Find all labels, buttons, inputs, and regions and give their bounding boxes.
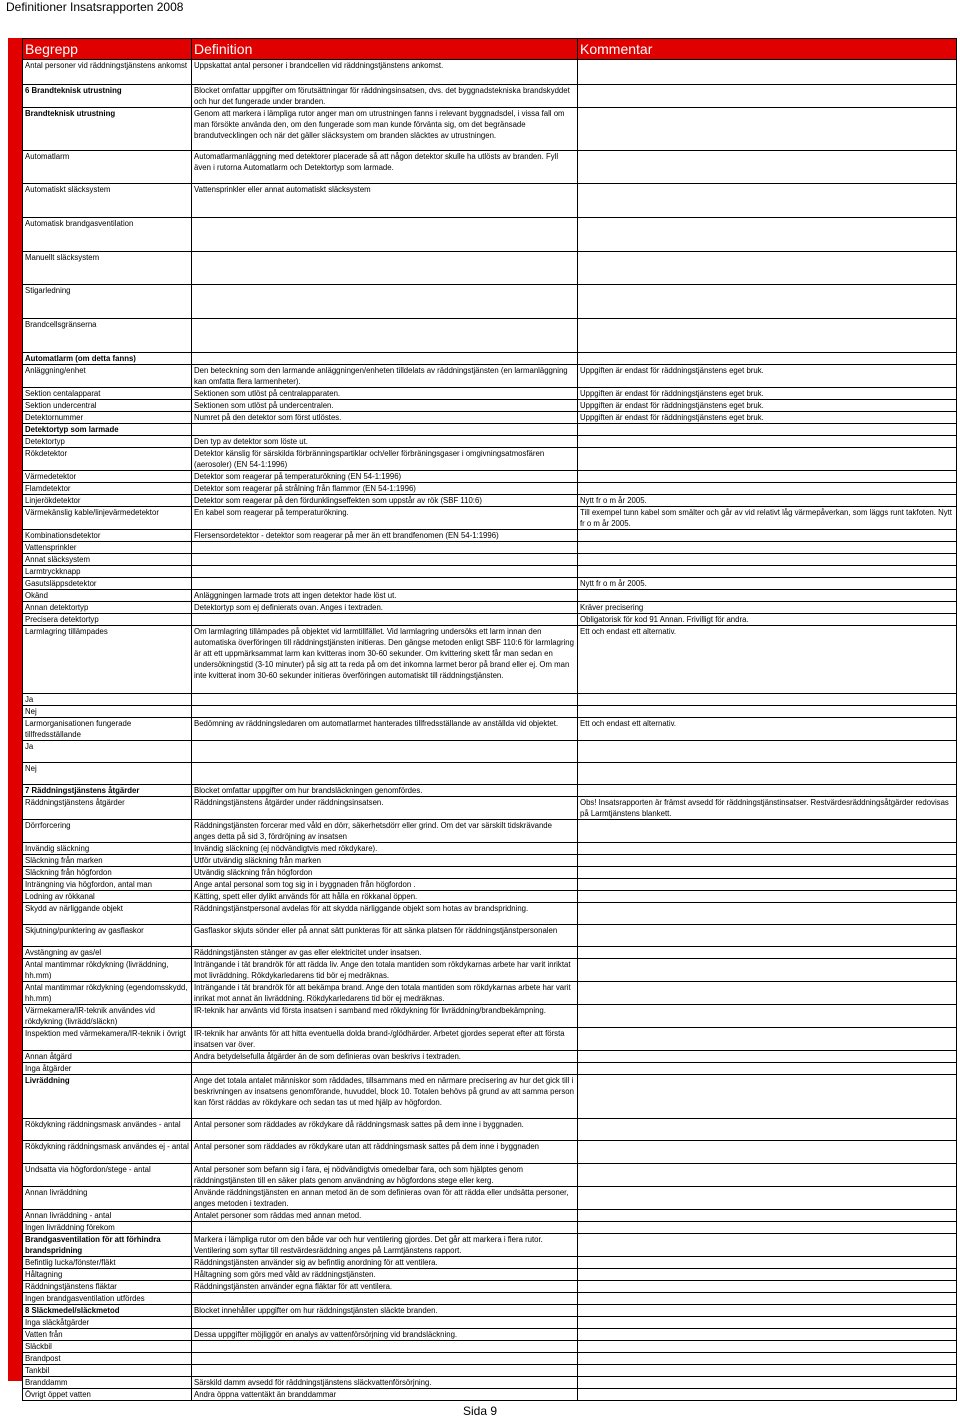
term-cell: Släckning från marken <box>23 855 192 867</box>
definition-cell: Andra betydelsefulla åtgärder än de som definieras ovan beskrivs i textraden. <box>192 1051 578 1063</box>
table-row <box>23 566 957 578</box>
term-cell: Ingen livräddning förekom <box>23 1222 192 1234</box>
comment-cell <box>578 1293 957 1305</box>
comment-cell <box>578 151 957 184</box>
table-row <box>23 412 957 424</box>
definition-cell: IR-teknik har använts för att hitta eventuella dolda brand-/glödhärder. Arbetet gjordes seperat efter att första insatsen var över. <box>192 1028 578 1051</box>
term-cell: Rökdykning räddningsmask användes - antal <box>23 1119 192 1141</box>
comment-cell: Kräver precisering <box>578 602 957 614</box>
definition-cell: Räddningstjänsten använder egna fläktar för att ventilera. <box>192 1281 578 1293</box>
comment-cell <box>578 947 957 959</box>
definition-cell: Den beteckning som den larmande anläggningen/enheten tilldelats av räddningstjänsten (en larmanläggning kan omfatta flera larmenheter). <box>192 365 578 388</box>
comment-cell <box>578 1257 957 1269</box>
table-row <box>23 1329 957 1341</box>
term-cell: Annan livräddning <box>23 1187 192 1210</box>
comment-cell <box>578 694 957 706</box>
comment-cell <box>578 925 957 947</box>
table-row <box>23 879 957 891</box>
term-cell: Automatiskt släcksystem <box>23 184 192 218</box>
table-row <box>23 843 957 855</box>
term-cell: Brandgasventilation för att förhindra brandspridning <box>23 1234 192 1257</box>
definition-cell: Antal personer som räddades av rökdykare då räddningsmask sattes på dem inne i byggnaden. <box>192 1119 578 1141</box>
header-begrepp: Begrepp <box>23 39 192 60</box>
term-cell: Branddamm <box>23 1377 192 1389</box>
table-row <box>23 1075 957 1119</box>
definition-cell: Antal personer som befann sig i fara, ej nödvändigtvis omedelbar fara, och som hjälptes genom räddningstjänsten till en säker plats genom användning av högfordons stege eller kerg. <box>192 1164 578 1187</box>
table-row <box>23 1389 957 1401</box>
table-row <box>23 319 957 353</box>
comment-cell <box>578 1377 957 1389</box>
definition-cell: Håltagning som görs med våld av räddningstjänsten. <box>192 1269 578 1281</box>
term-cell: Tankbil <box>23 1365 192 1377</box>
definition-cell <box>192 1341 578 1353</box>
table-row <box>23 1293 957 1305</box>
definition-cell: Antal personer som räddades av rökdykare utan att räddningsmask sattes på dem inne i byggnaden <box>192 1141 578 1164</box>
term-cell: Vatten från <box>23 1329 192 1341</box>
comment-cell <box>578 353 957 365</box>
comment-cell <box>578 285 957 319</box>
definition-cell <box>192 1353 578 1365</box>
comment-cell <box>578 319 957 353</box>
table-body <box>23 60 957 1401</box>
table-row <box>23 1063 957 1075</box>
term-cell: 8 Släckmedel/släckmetod <box>23 1305 192 1317</box>
table-row <box>23 507 957 530</box>
comment-cell: Uppgiften är endast för räddningstjänstens eget bruk. <box>578 412 957 424</box>
definition-cell: Blocket innehåller uppgifter om hur räddningstjänsten släckte branden. <box>192 1305 578 1317</box>
definition-cell <box>192 1317 578 1329</box>
definition-cell <box>192 1293 578 1305</box>
table-row <box>23 1210 957 1222</box>
term-cell: 6 Brandteknisk utrustning <box>23 85 192 108</box>
comment-cell <box>578 1353 957 1365</box>
term-cell: Brandteknisk utrustning <box>23 108 192 151</box>
table-row <box>23 820 957 843</box>
comment-cell <box>578 1051 957 1063</box>
term-cell: Flamdetektor <box>23 483 192 495</box>
table-row <box>23 424 957 436</box>
comment-cell <box>578 1222 957 1234</box>
table-row <box>23 542 957 554</box>
definition-cell: En kabel som reagerar på temperaturökning. <box>192 507 578 530</box>
comment-cell <box>578 1075 957 1119</box>
definition-cell <box>192 566 578 578</box>
definition-cell <box>192 694 578 706</box>
definition-cell: Invändig släckning (ej nödvändigtvis med rökdykare). <box>192 843 578 855</box>
table-row <box>23 554 957 566</box>
definition-cell <box>192 1222 578 1234</box>
definition-cell: Utför utvändig släckning från marken <box>192 855 578 867</box>
table-row <box>23 1119 957 1141</box>
table-row <box>23 1234 957 1257</box>
definition-cell: Gasflaskor skjuts sönder eller på annat sätt punkteras för att sänka platsen för räddningstjänstpersonalen <box>192 925 578 947</box>
header-kommentar: Kommentar <box>578 39 957 60</box>
comment-cell <box>578 530 957 542</box>
table-row <box>23 218 957 252</box>
page-number: Sida 9 <box>462 1404 498 1418</box>
definition-cell: Sektionen som utlöst på centralapparaten. <box>192 388 578 400</box>
term-cell: Nej <box>23 706 192 718</box>
table-row <box>23 1187 957 1210</box>
table-row <box>23 1269 957 1281</box>
header-definition: Definition <box>192 39 578 60</box>
table-row <box>23 1305 957 1317</box>
term-cell: Lodning av rökkanal <box>23 891 192 903</box>
term-cell: Stigarledning <box>23 285 192 319</box>
definition-cell: Räddningstjänstens åtgärder under räddningsinsatsen. <box>192 797 578 820</box>
table-row <box>23 471 957 483</box>
definition-cell: Uppskattat antal personer i brandcellen vid räddningstjänstens ankomst. <box>192 60 578 85</box>
term-cell: Ingen brandgasventilation utfördes <box>23 1293 192 1305</box>
table-row <box>23 353 957 365</box>
definition-cell: Detektor känslig för särskilda förbränningspartiklar och/eller förbräningsgaser i omgivningsatmosfären (aerosoler) (EN 54-1:1996) <box>192 448 578 471</box>
definition-cell: Inträngande i tät brandrök för att rädda liv. Ange den totala mantiden som rökdykarnas arbete har varit inriktat mot livräddning. Rökdykarledarens tid bör ej medräknas. <box>192 959 578 982</box>
term-cell: Detektortyp som larmade <box>23 424 192 436</box>
table-row <box>23 1281 957 1293</box>
table-row <box>23 530 957 542</box>
definition-cell: Den typ av detektor som löste ut. <box>192 436 578 448</box>
term-cell: Räddningstjänstens fläktar <box>23 1281 192 1293</box>
table-row <box>23 855 957 867</box>
definition-cell: Ange det totala antalet människor som räddades, tillsammans med en närmare precisering av hur det gick till i beskrivningen av insatsens genomförande, huvuddel, block 10. Totalen behövs på grund av att samma person kan först räddas av rökdykare och sedan tas ut med hjälp av högfordon. <box>192 1075 578 1119</box>
term-cell: Undsatta via högfordon/stege - antal <box>23 1164 192 1187</box>
definition-cell <box>192 252 578 285</box>
table-row <box>23 388 957 400</box>
definition-cell: Kätting, spett eller dylikt används för att hålla en rökkanal öppen. <box>192 891 578 903</box>
term-cell: Automatisk brandgasventilation <box>23 218 192 252</box>
term-cell: Larmtryckknapp <box>23 566 192 578</box>
comment-cell <box>578 1028 957 1051</box>
term-cell: Brandcellsgränserna <box>23 319 192 353</box>
term-cell: Sektion centalapparat <box>23 388 192 400</box>
comment-cell <box>578 1234 957 1257</box>
table-row <box>23 891 957 903</box>
table-row <box>23 694 957 706</box>
term-cell: Rökdetektor <box>23 448 192 471</box>
term-cell: Övrigt öppet vatten <box>23 1389 192 1401</box>
term-cell: Anläggning/enhet <box>23 365 192 388</box>
term-cell: Rökdykning räddningsmask användes ej - antal <box>23 1141 192 1164</box>
comment-cell <box>578 903 957 925</box>
comment-cell <box>578 554 957 566</box>
term-cell: 7 Räddningstjänstens åtgärder <box>23 785 192 797</box>
comment-cell <box>578 436 957 448</box>
term-cell: Inspektion med värmekamera/IR-teknik i övrigt <box>23 1028 192 1051</box>
definition-cell: IR-teknik har använts vid första insatsen i samband med rökdykning för livräddning/brandbekämpning. <box>192 1005 578 1028</box>
definition-cell: Automatlarmanläggning med detektorer placerade så att någon detektor skulle ha utlösts av branden. Fyll även i rutorna Automatlarm och Detektortyp som larmade. <box>192 151 578 184</box>
definition-cell: Detektor som reagerar på temperaturökning (EN 54-1:1996) <box>192 471 578 483</box>
term-cell: Antal mantimmar rökdykning (egendomsskydd, hh.mm) <box>23 982 192 1005</box>
table-row <box>23 602 957 614</box>
definition-cell <box>192 424 578 436</box>
table-row <box>23 785 957 797</box>
table-row <box>23 1141 957 1164</box>
term-cell: Automatlarm (om detta fanns) <box>23 353 192 365</box>
table-row <box>23 108 957 151</box>
table-row <box>23 578 957 590</box>
table-row <box>23 614 957 626</box>
comment-cell: Obs! Insatsrapporten är främst avsedd för räddningstjänstinsatser. Restvärdesräddningsåtgärder redovisas på Larmtjänstens blankett. <box>578 797 957 820</box>
term-cell: Annan åtgärd <box>23 1051 192 1063</box>
comment-cell <box>578 184 957 218</box>
definition-cell: Räddningstjänstpersonal avdelas för att skydda närliggande objekt som hotas av brandspridning. <box>192 903 578 925</box>
term-cell: Vattensprinkler <box>23 542 192 554</box>
comment-cell <box>578 60 957 85</box>
comment-cell <box>578 566 957 578</box>
comment-cell <box>578 706 957 718</box>
definition-cell <box>192 542 578 554</box>
definition-cell: Ange antal personal som tog sig in i byggnaden från högfordon . <box>192 879 578 891</box>
comment-cell <box>578 542 957 554</box>
comment-cell: Nytt fr o m år 2005. <box>578 578 957 590</box>
comment-cell <box>578 879 957 891</box>
table-row <box>23 982 957 1005</box>
table-row <box>23 60 957 85</box>
comment-cell: Uppgiften är endast för räddningstjänstens eget bruk. <box>578 388 957 400</box>
definition-cell: Sektionen som utlöst på undercentralen. <box>192 400 578 412</box>
term-cell: Brandpost <box>23 1353 192 1365</box>
definition-cell <box>192 578 578 590</box>
table-row <box>23 797 957 820</box>
definition-cell: Räddningstjänsten stänger av gas eller elektricitet under insatsen. <box>192 947 578 959</box>
definition-cell: Utvändig släckning från högfordon <box>192 867 578 879</box>
comment-cell <box>578 959 957 982</box>
table-row <box>23 959 957 982</box>
table-row <box>23 365 957 388</box>
term-cell: Inträngning via högfordon, antal man <box>23 879 192 891</box>
definition-cell: Använde räddningstjänsten en annan metod än de som definieras ovan för att rädda eller undsätta personer, anges metoden i textraden. <box>192 1187 578 1210</box>
comment-cell <box>578 590 957 602</box>
definition-cell <box>192 218 578 252</box>
comment-cell <box>578 1164 957 1187</box>
definition-cell: Vattensprinkler eller annat automatiskt släcksystem <box>192 184 578 218</box>
table-row <box>23 448 957 471</box>
table-row <box>23 252 957 285</box>
term-cell: Räddningstjänstens åtgärder <box>23 797 192 820</box>
table-row <box>23 495 957 507</box>
comment-cell: Till exempel tunn kabel som smälter och går av vid relativt låg värmepåverkan, som läggs runt takfoten. Nytt fr o m år 2005. <box>578 507 957 530</box>
term-cell: Inga släckåtgärder <box>23 1317 192 1329</box>
term-cell: Linjerökdetektor <box>23 495 192 507</box>
table-row <box>23 436 957 448</box>
term-cell: Ja <box>23 694 192 706</box>
table-row <box>23 741 957 763</box>
table-row <box>23 1005 957 1028</box>
definition-cell: Antalet personer som räddas med annan metod. <box>192 1210 578 1222</box>
table-row <box>23 706 957 718</box>
table-row <box>23 1051 957 1063</box>
comment-cell <box>578 424 957 436</box>
comment-cell: Ett och endast ett alternativ. <box>578 718 957 741</box>
definition-cell: Bedömning av räddningsledaren om automatlarmet hanterades tillfredsställande av anställda vid objektet. <box>192 718 578 741</box>
red-margin-bar <box>8 38 22 1381</box>
comment-cell <box>578 1281 957 1293</box>
table-row <box>23 626 957 694</box>
term-cell: Släckning från högfordon <box>23 867 192 879</box>
definition-cell: Flersensordetektor - detektor som reagerar på mer än ett brandfenomen (EN 54-1:1996) <box>192 530 578 542</box>
definition-cell: Markera i lämpliga rutor om den både var och hur ventilering gjordes. Det går att markera i flera rutor. Ventilering som syftar till restvärdesräddning anges på Larmtjänstens rapport. <box>192 1234 578 1257</box>
comment-cell <box>578 1329 957 1341</box>
term-cell: Värmedetektor <box>23 471 192 483</box>
term-cell: Släckbil <box>23 1341 192 1353</box>
term-cell: Larmlagring tillämpades <box>23 626 192 694</box>
table-row <box>23 1317 957 1329</box>
comment-cell <box>578 483 957 495</box>
comment-cell <box>578 1119 957 1141</box>
term-cell: Annat släcksystem <box>23 554 192 566</box>
definition-cell <box>192 763 578 785</box>
definition-cell <box>192 1063 578 1075</box>
comment-cell <box>578 218 957 252</box>
term-cell: Inga åtgärder <box>23 1063 192 1075</box>
comment-cell <box>578 867 957 879</box>
table-row <box>23 184 957 218</box>
definition-cell <box>192 706 578 718</box>
term-cell: Värmekamera/IR-teknik användes vid rökdykning (livrädd/släckn) <box>23 1005 192 1028</box>
term-cell: Antal mantimmar rökdykning (livräddning, hh.mm) <box>23 959 192 982</box>
table-row <box>23 1222 957 1234</box>
term-cell: Larmorganisationen fungerade tillfredsställande <box>23 718 192 741</box>
term-cell: Manuellt släcksystem <box>23 252 192 285</box>
term-cell: Värmekänslig kable/linjevärmedetektor <box>23 507 192 530</box>
table-row <box>23 1341 957 1353</box>
comment-cell <box>578 448 957 471</box>
term-cell: Nej <box>23 763 192 785</box>
comment-cell <box>578 891 957 903</box>
table-row <box>23 925 957 947</box>
term-cell: Automatlarm <box>23 151 192 184</box>
definition-cell: Detektor som reagerar på den fördunklingseffekten som uppstår av rök (SBF 110:6) <box>192 495 578 507</box>
definition-cell: Andra öppna vattentäkt än branddammar <box>192 1389 578 1401</box>
definition-cell <box>192 285 578 319</box>
term-cell: Befintlig lucka/fönster/fläkt <box>23 1257 192 1269</box>
term-cell: Avstängning av gas/el <box>23 947 192 959</box>
comment-cell <box>578 1317 957 1329</box>
definition-cell: Räddningstjänsten använder sig av befintlig anordning för att ventilera. <box>192 1257 578 1269</box>
comment-cell <box>578 252 957 285</box>
term-cell: Gasutsläppsdetektor <box>23 578 192 590</box>
comment-cell <box>578 1210 957 1222</box>
comment-cell <box>578 1305 957 1317</box>
comment-cell <box>578 1141 957 1164</box>
definition-cell: Detektor som reagerar på strålning från flammor (EN 54-1:1996) <box>192 483 578 495</box>
table-row <box>23 590 957 602</box>
comment-cell <box>578 843 957 855</box>
definition-cell: Dessa uppgifter möjliggör en analys av vattenförsörjning vid brandsläckning. <box>192 1329 578 1341</box>
comment-cell: Ett och endast ett alternativ. <box>578 626 957 694</box>
comment-cell <box>578 1341 957 1353</box>
definition-cell: Blocket omfattar uppgifter om hur brandsläckningen genomfördes. <box>192 785 578 797</box>
definition-cell: Genom att markera i lämpliga rutor anger man om utrustningen fanns i relevant byggnadsdel, i vissa fall om man försökte använda den, om den fungerade som man kunde förvänta sig, om det begränsade brandutvecklingen och när det gäller släcksystem om branden släcktes av utrustningen. <box>192 108 578 151</box>
term-cell: Annan detektortyp <box>23 602 192 614</box>
table-row <box>23 718 957 741</box>
definition-cell: Numret på den detektor som först utlöstes. <box>192 412 578 424</box>
definition-cell <box>192 1365 578 1377</box>
definition-cell <box>192 741 578 763</box>
definition-cell: Räddningstjänsten forcerar med våld en dörr, säkerhetsdörr eller grind. Om det var särskilt tidskrävande anges detta på sid 3, fördröjning av insatsen <box>192 820 578 843</box>
comment-cell <box>578 820 957 843</box>
table-header-row <box>23 39 957 60</box>
comment-cell <box>578 1063 957 1075</box>
term-cell: Detektortyp <box>23 436 192 448</box>
definition-cell <box>192 319 578 353</box>
comment-cell <box>578 741 957 763</box>
term-cell: Kombinationsdetektor <box>23 530 192 542</box>
table-row <box>23 947 957 959</box>
term-cell: Dörrforcering <box>23 820 192 843</box>
comment-cell <box>578 471 957 483</box>
definition-cell <box>192 614 578 626</box>
comment-cell <box>578 763 957 785</box>
term-cell: Skydd av närliggande objekt <box>23 903 192 925</box>
term-cell: Invändig släckning <box>23 843 192 855</box>
comment-cell <box>578 108 957 151</box>
term-cell: Precisera detektortyp <box>23 614 192 626</box>
table-row <box>23 1377 957 1389</box>
term-cell: Sektion undercentral <box>23 400 192 412</box>
term-cell: Livräddning <box>23 1075 192 1119</box>
comment-cell <box>578 982 957 1005</box>
table-row <box>23 903 957 925</box>
table-row <box>23 483 957 495</box>
term-cell: Okänd <box>23 590 192 602</box>
table-row <box>23 1365 957 1377</box>
comment-cell <box>578 1187 957 1210</box>
definitions-table <box>22 38 957 1401</box>
table-row <box>23 1353 957 1365</box>
table-row <box>23 285 957 319</box>
comment-cell <box>578 1365 957 1377</box>
term-cell: Skjutning/punktering av gasflaskor <box>23 925 192 947</box>
comment-cell: Nytt fr o m år 2005. <box>578 495 957 507</box>
definition-cell: Särskild damm avsedd för räddningstjänstens släckvattenförsörjning. <box>192 1377 578 1389</box>
table-row <box>23 85 957 108</box>
comment-cell <box>578 1269 957 1281</box>
comment-cell <box>578 1005 957 1028</box>
table-row <box>23 1164 957 1187</box>
table-row <box>23 867 957 879</box>
comment-cell <box>578 785 957 797</box>
definition-cell: Detektortyp som ej definierats ovan. Anges i textraden. <box>192 602 578 614</box>
comment-cell: Obligatorisk för kod 91 Annan. Frivilligt för andra. <box>578 614 957 626</box>
comment-cell <box>578 85 957 108</box>
term-cell: Annan livräddning - antal <box>23 1210 192 1222</box>
document-title: Definitioner Insatsrapporten 2008 <box>6 0 184 14</box>
definition-cell: Inträngande i tät brandrök för att bekämpa brand. Ange den totala mantiden som rökdykarnas arbete har varit inrikat mot annat än livräddning. Rökdykarledarens tid bör ej medräknas. <box>192 982 578 1005</box>
definition-cell: Blocket omfattar uppgifter om förutsättningar för räddningsinsatsen, dvs. det byggnadstekniska brandskyddet och hur det fungerade under branden. <box>192 85 578 108</box>
table-row <box>23 1257 957 1269</box>
definition-cell: Anläggningen larmade trots att ingen detektor hade löst ut. <box>192 590 578 602</box>
comment-cell: Uppgiften är endast för räddningstjänstens eget bruk. <box>578 400 957 412</box>
table-row <box>23 400 957 412</box>
table-row <box>23 1028 957 1051</box>
definition-cell <box>192 554 578 566</box>
term-cell: Detektornummer <box>23 412 192 424</box>
term-cell: Håltagning <box>23 1269 192 1281</box>
table-row <box>23 763 957 785</box>
definition-cell <box>192 353 578 365</box>
definition-cell: Om larmlagring tillämpades på objektet vid larmtillfället. Vid larmlagring undersöks ett larm innan den automatiska överföringen till räddningstjänsten initieras. Den gängse metoden enligt SBF 110:6 för larmlagring är att ett uppmärksammat larm kan kvitteras inom 30-60 sekunder. Om kvittering skett får man sedan en undersökningstid (3-10 minuter) på sig att ta reda på om det inkomna larmet beror på brand eller ej. Om man inte kvitterat inom 30-60 sekunder initieras överföringen automatiskt till räddningstjänsten. <box>192 626 578 694</box>
comment-cell <box>578 855 957 867</box>
term-cell: Ja <box>23 741 192 763</box>
comment-cell: Uppgiften är endast för räddningstjänstens eget bruk. <box>578 365 957 388</box>
term-cell: Antal personer vid räddningstjänstens ankomst <box>23 60 192 85</box>
table-row <box>23 151 957 184</box>
comment-cell <box>578 1389 957 1401</box>
